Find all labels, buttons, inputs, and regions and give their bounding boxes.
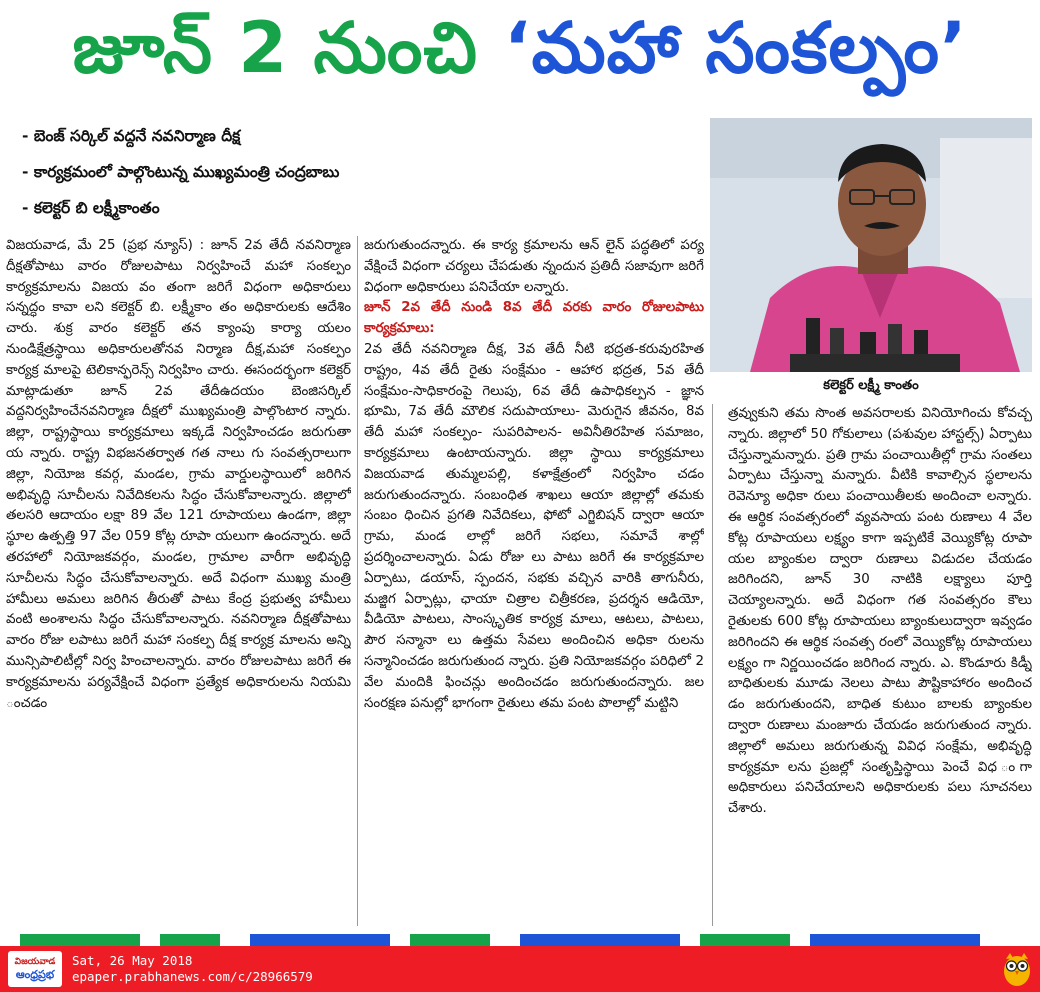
headline-part1: జూన్ 2 నుంచి bbox=[72, 6, 478, 89]
owl-mascot-icon bbox=[1002, 951, 1032, 991]
article-paragraph: త్రవ్వుకుని తమ సొంత అవసరాలకు వినియోగించు కోవచ్చ న్నారు. జిల్లాలో 50 గోకులాలు (పశువుల హాస్టల్స్) ఏర్పాటు చేస్తున్నామన్నారు. ప్రతి గ్రామ పంచాయితీల్లో గ్రామ సంతలు ఏర్పాటు చేస్తున్నా మన్నారు. వీటికి కావాల్సిన స్థలాలను రెవెన్యూ అధికా రులు పంచాయితీలకు అందించా లన్నారు. ఈ ఆర్థిక సంవత్సరంలో వ్యవసాయ పంట రుణాలు 4 వేల కోట్ల రూపాయలు లక్ష్యం కాగా ఇప్పటికే వెయ్యికోట్ల రూపా యల బ్యాంకుల ద్వారా రుణాలు విడుదల చేయడం జరిగిందని, జూన్ 30 నాటికి లక్ష్యాలు పూర్తి చెయ్యాలన్నారు. అదే విధంగా గత సంవత్సరం కౌలు రైతులకు 600 కోట్ల రూపాయలు బ్యాంకులుద్వారా ఇవ్వడం జరిగిందని ఈ ఆర్థిక సంవత్స రంలో వెయ్యికోట్ల రూపాయలు లక్ష్యం గా నిర్ణయించడం జరిగింద న్నారు. ఎ. కొండూరు కిడ్నీ బాధితులకు మూడు నెలలు పాటు పౌష్టికాహారం అందించ డం జరుగుతుందని, బాధిత కుటుం బాలకు బ్యాంకుల ద్వారా రుణాలు మంజూరు చేయడం జరుగుతుంద న్నారు. జిల్లాలో అమలు జరుగుతున్న వివిధ సంక్షేమ, అభివృద్ధి కార్యక్రమా లను ప్రజల్లో సంతృప్తిస్థాయి పెంచే విధ ంగా అధికారులు పనిచేయాలని అధికారులకు పలు సూచనలు చేశారు. bbox=[728, 406, 1032, 817]
photo-caption: కలెక్టర్ లక్ష్మీ కాంతం bbox=[823, 378, 919, 393]
subheadings bbox=[22, 124, 682, 232]
column-divider bbox=[712, 404, 713, 926]
article-paragraph: 2వ తేదీ నవనిర్మాణ దీక్ష, 3వ తేదీ నీటి భద్రత-కరువురహిత రాష్ట్రం, 4వ తేదీ రైతు సంక్షేమం - ఆహార భద్రత, 5వ తేదీ సంక్షేమం-సాధికారంపై గెలుపు, 6వ తేదీ ఉపాధికల్పన - జ్ఞాన భూమి, 7వ తేదీ మౌలిక సదుపాయాలు- మెరుగైన జీవనం, 8వ తేదీ మహా సంకల్పం- సుపరిపాలన- అవినీతిరహిత సమాజం, కార్యక్రమాలు ఉంటాయన్నారు. జిల్లా స్థాయి కార్యక్రమాలు విజయవాడ తుమ్మలపల్లి, కళాక్షేత్రంలో నిర్వహిం చడం జరుగుతుందన్నారు. సంబంధిత శాఖలు ఆయా జిల్లాల్లో తమకు సంబం ధించిన ప్రగతి నివేదికలు, ఫోటో ఎగ్జిబిషన్ ద్వారా ఆయా గ్రామ, మండ లాల్లో జరిగే సభలు, సమావే శాల్లో ప్రదర్శించాలన్నారు. ఏడు రోజు లు పాటు జరిగే ఈ కార్యక్రమాల ఏర్పాటు, డయాస్, స్పందన, సభకు వచ్చిన వారికి తాగునీరు, మజ్జిగ ఏర్పాట్లు, ఛాయా చిత్రాల చిత్రీకరణ, ప్రదర్శన ఆడియో, వీడియో పాటలు, సాంస్కృతిక కార్యక్ర మాలు, ఆటలు, పాటలు, పౌర సన్మానా లు ఉత్తమ సేవలు అందించిన అధికా రులను సన్మానించడం జరుగుతుంద న్నారు. ప్రతి నియోజకవర్గం పరిధిలో 2 వేల మందికి ఫించన్లు అందించడం జరుగుతుందన్నారు. జల సంరక్షణ పనుల్లో భాగంగా రైతులు తమ పంట పొలాల్లో మట్టిని bbox=[364, 341, 704, 711]
article-column-2 bbox=[364, 236, 704, 926]
logo-edition: విజయవాడ bbox=[14, 956, 56, 967]
subheading: - బెంజ్ సర్కిల్ వద్దనే నవనిర్మాణ దీక్ష bbox=[22, 127, 241, 145]
edition-date: Sat, 26 May 2018 bbox=[72, 953, 193, 968]
section-heading: జూన్ 2వ తేదీ నుండి 8వ తేదీ వరకు వారం రోజులపాటు కార్యక్రమాలు: bbox=[364, 300, 704, 337]
subheading: - కార్యక్రమంలో పాల్గొంటున్న ముఖ్యమంత్రి చంద్రబాబు bbox=[22, 163, 340, 181]
headline bbox=[0, 0, 1040, 112]
article-paragraph: విజయవాడ, మే 25 (ప్రభ న్యూస్) : జూన్ 2వ తేదీ నవనిర్మాణ దీక్షతోపాటు వారం రోజులపాటు నిర్వహించే మహా సంకల్పం కార్యక్రమాలను విజయ వం తంగా జరిగే విధంగా అధికారులు సన్నద్ధం కావా లని కలెక్టర్ బి. లక్ష్మీకాం తం అధికారులకు ఆదేశిం చారు. శుక్ర వారం కలెక్టర్ తన క్యాంపు కార్యా యలం నుండిక్షేత్రస్థాయి అధికారులతోనవ నిర్మాణ దీక్ష,మహా సంకల్పం కార్యక్ర మాలపై టెలికాన్ఫరెన్స్ నిర్వహిం చారు. ఈసందర్భంగా కలెక్టర్ మాట్లాడుతూ జూన్ 2వ తేదీఉదయం బెంజిసర్కిల్ వద్దనిర్వహించేనవనిర్మాణ దీక్షలో ముఖ్యమంత్రి పాల్గొంటార న్నారు. జిల్లా, రాష్ట్రస్థాయి కార్యక్రమాలు ఇక్కడే నిర్వహించడం జరుగుతా య న్నారు. రాష్ట్ర విభజనతర్వాత గత నాలు గు సంవత్సరాలుగా జిల్లా, నియోజ కవర్గ, మండల, గ్రామ వార్డులస్థాయిలో జరిగిన అభివృద్ధి సూచీలను నివేదికలను సిద్ధం చేసుకోవాలన్నారు. జిల్లాలో తలసరి ఆదాయం లక్షా 89 వేల 121 రూపాయలు ఉండగా, జిల్లా స్థూల ఉత్పత్తి 97 వేల 059 కోట్ల రూపా యలుగా ఉందన్నారు. అదే తరహాలో నియోజకవర్గం, మండల, గ్రామాల వారీగా అభివృద్ధి సూచీలను సిద్ధం చేసుకోవాలన్నారు. అదే విధంగా ముఖ్య మంత్రి హామీలు అమలు జరిగిన తీరుతో పాటు కేంద్ర ప్రభుత్వ హామీలు వంటి అంశాలను సిద్ధం చేసుకోవాలన్నారు. నవనిర్మాణ దీక్షతోపాటు వారం రోజు లపాటు జరిగే మహా సంకల్ప దీక్ష కార్యక్ర మాలను అన్ని మున్సిపాలిటీల్లో నిర్వ హించాలన్నారు. వారం రోజులపాటు జరిగే ఈ కార్యక్రమాలను పర్యవేక్షించే విధంగా ప్రత్యేక అధికారులను నియమి ంచడం bbox=[6, 238, 351, 711]
article-column-3 bbox=[728, 404, 1032, 926]
article-column-1 bbox=[6, 236, 351, 926]
subheading: - కలెక్టర్ బి లక్ష్మీకాంతం bbox=[22, 199, 160, 217]
next-article-strip bbox=[0, 930, 1040, 946]
footer-bar bbox=[0, 946, 1040, 992]
article-paragraph: జరుగుతుందన్నారు. ఈ కార్య క్రమాలను ఆన్ లైన్ పద్ధతిలో పర్య వేక్షించే విధంగా చర్యలు చేపడుతు న్నందున ప్రతిదీ సజావుగా జరిగే విధంగా అధికారులు పనిచేయా లన్నారు. bbox=[364, 238, 704, 295]
headline-part2: ‘మహా సంకల్పం’ bbox=[503, 6, 968, 89]
footer-info bbox=[72, 953, 313, 985]
collector-photo bbox=[710, 118, 1032, 372]
prabha-logo[interactable] bbox=[8, 951, 62, 987]
epaper-url[interactable]: epaper.prabhanews.com/c/28966579 bbox=[72, 969, 313, 984]
logo-name: ఆంధ్రప్రభ bbox=[15, 967, 55, 981]
column-divider bbox=[357, 236, 358, 926]
